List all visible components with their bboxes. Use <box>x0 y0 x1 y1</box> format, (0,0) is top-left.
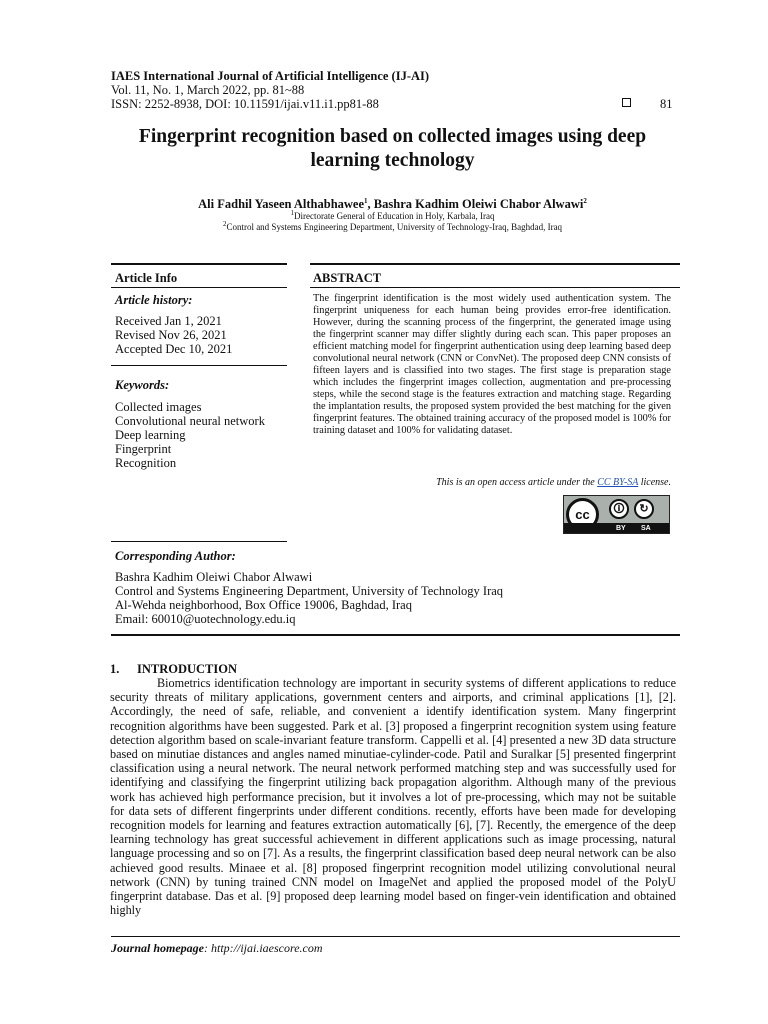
history-heading: Article history: <box>115 293 193 307</box>
author-separator: , <box>367 197 374 211</box>
keyword: Recognition <box>115 456 177 470</box>
keyword: Collected images <box>115 400 202 414</box>
divider <box>310 263 680 265</box>
homepage-separator: : <box>204 941 212 955</box>
keyword: Convolutional neural network <box>115 414 265 428</box>
history-accepted: Accepted Dec 10, 2021 <box>115 342 233 356</box>
history-received: Received Jan 1, 2021 <box>115 314 222 328</box>
share-alike-icon: ↻ <box>634 499 654 519</box>
affiliation-mark: 2 <box>222 220 227 228</box>
journal-volume: Vol. 11, No. 1, March 2022, pp. 81~88 <box>111 83 305 97</box>
open-access-prefix: This is an open access article under the <box>436 477 598 488</box>
paragraph: Biometrics identification technology are important in security systems of different applications to reduce security threats of military applications, government centers and airports, and criminal applications [1], [2]. Accordingly, the need of safe, reliable, and convenient a identify identification system. Many fingerprint recognition algorithms have been suggested. Park et al. [3] proposed a fingerprint recognition system using feature detection algorithm based on scale-invariant feature transform. Cappelli et al. [4] presented a new 3D data structure based on minutiae distances and angles named minutiae-cylinder-code. Patil and Suralkar [5] presented fingerprint classification using a neural network. The neural network performed matching step and was successfully used for identifying and classifying the fingerprint utilizing back propagation algorithm. Although many of the previous work has achieved high performance precision, but it involves a lot of pre-processing, which may not be suitable for data sets of different fingerprints under different conditions. recently, efforts have been made for developing recognition models for learning and features extraction automatically [6], [7]. Recently, the emergence of the deep learning technology has great successful achievement in different applications such as image processing, natural language processing and so on [7]. As a results, the fingerprint classification based deep neural network can be also achieved good results. Minaee et al. [8] proposed fingerprint recognition model utilizing convolutional neural network (CNN) by tuning trained CNN model on ImageNet and applied the proposed model of the PolyU fingerprint database. Das et al. [9] proposed deep learning model based on finger-vein identification and obtained highly <box>110 676 676 918</box>
paper-title: Fingerprint recognition based on collected images using deep learning technology <box>138 126 647 171</box>
attribution-person-icon: 🛈 <box>609 499 629 519</box>
affiliation <box>110 222 675 233</box>
divider <box>111 936 680 937</box>
keywords-heading: Keywords: <box>115 378 170 392</box>
abstract-text: The fingerprint identification is the most widely used authentication system. The fingerprint uniqueness for each human being provides error-free identification. However, during the scanning process of the fingerprint, the generated image using the fingerprint scanner may differ slightly during each scan. This paper proposes an efficient matching model for fingerprint authentication using deep learning based deep convolutional neural network (CNN or ConvNet). The proposed deep CNN consists of fifteen layers and is classified into two stages. The first stage is preparation stage which includes the fingerprint images collection, augmentation and pre-processing steps, while the second stage is the features extraction and matching stage. Regarding the implantation results, the proposed system provided the best matching for the given fingerprint features. The obtained training accuracy of the proposed model is 100% for training dataset and 100% for validating dataset. <box>313 293 671 436</box>
license-link[interactable]: CC BY-SA <box>597 477 639 488</box>
square-bullet-icon <box>622 98 631 107</box>
affiliation <box>110 211 675 222</box>
section-number: 1. <box>110 662 120 676</box>
divider <box>111 634 680 636</box>
journal-issn-doi: ISSN: 2252-8938, DOI: 10.11591/ijai.v11.i1.pp81-88 <box>111 97 379 111</box>
homepage-url[interactable]: http://ijai.iaescore.com <box>211 941 323 955</box>
author-line <box>110 197 675 212</box>
badge-by-label: BY <box>616 525 626 532</box>
affiliation-text: Control and Systems Engineering Department, University of Technology-Iraq, Baghdad, Iraq <box>226 222 563 232</box>
badge-sa-label: SA <box>641 525 651 532</box>
divider <box>310 287 680 288</box>
abstract-heading: ABSTRACT <box>313 271 382 285</box>
divider <box>111 263 287 265</box>
author-name: Ali Fadhil Yaseen Althabhawee <box>198 197 365 211</box>
section-title: INTRODUCTION <box>137 662 238 676</box>
author-affiliation-mark: 2 <box>583 196 587 205</box>
journal-name: IAES International Journal of Artificial Intelligence (IJ-AI) <box>111 69 430 83</box>
affiliation-text: Directorate General of Education in Holy, Karbala, Iraq <box>293 211 495 221</box>
history-revised: Revised Nov 26, 2021 <box>115 328 227 342</box>
corresponding-heading: Corresponding Author: <box>115 549 236 563</box>
author-name: Bashra Kadhim Oleiwi Chabor Alwawi <box>373 197 584 211</box>
corresponding-department: Control and Systems Engineering Department, University of Technology Iraq <box>115 584 504 598</box>
journal-homepage <box>111 941 323 956</box>
article-info-heading: Article Info <box>115 271 178 285</box>
creative-commons-icon: cc <box>566 498 599 531</box>
cc-by-sa-badge[interactable] <box>563 495 670 534</box>
corresponding-name: Bashra Kadhim Oleiwi Chabor Alwawi <box>115 570 313 584</box>
affiliation-mark: 1 <box>290 209 294 217</box>
section-heading <box>110 662 237 677</box>
corresponding-address: Al-Wehda neighborhood, Box Office 19006, Baghdad, Iraq <box>115 598 412 612</box>
divider <box>111 541 287 542</box>
open-access-notice <box>313 477 671 488</box>
homepage-label: Journal homepage <box>111 941 205 955</box>
corresponding-email: Email: 60010@uotechnology.edu.iq <box>115 612 296 626</box>
keyword: Fingerprint <box>115 442 172 456</box>
keyword: Deep learning <box>115 428 186 442</box>
divider <box>111 365 287 366</box>
body-text <box>110 676 676 917</box>
author-affiliation-mark: 1 <box>364 196 368 205</box>
open-access-suffix: license. <box>638 477 671 488</box>
divider <box>111 287 287 288</box>
page-number: 81 <box>660 97 673 111</box>
